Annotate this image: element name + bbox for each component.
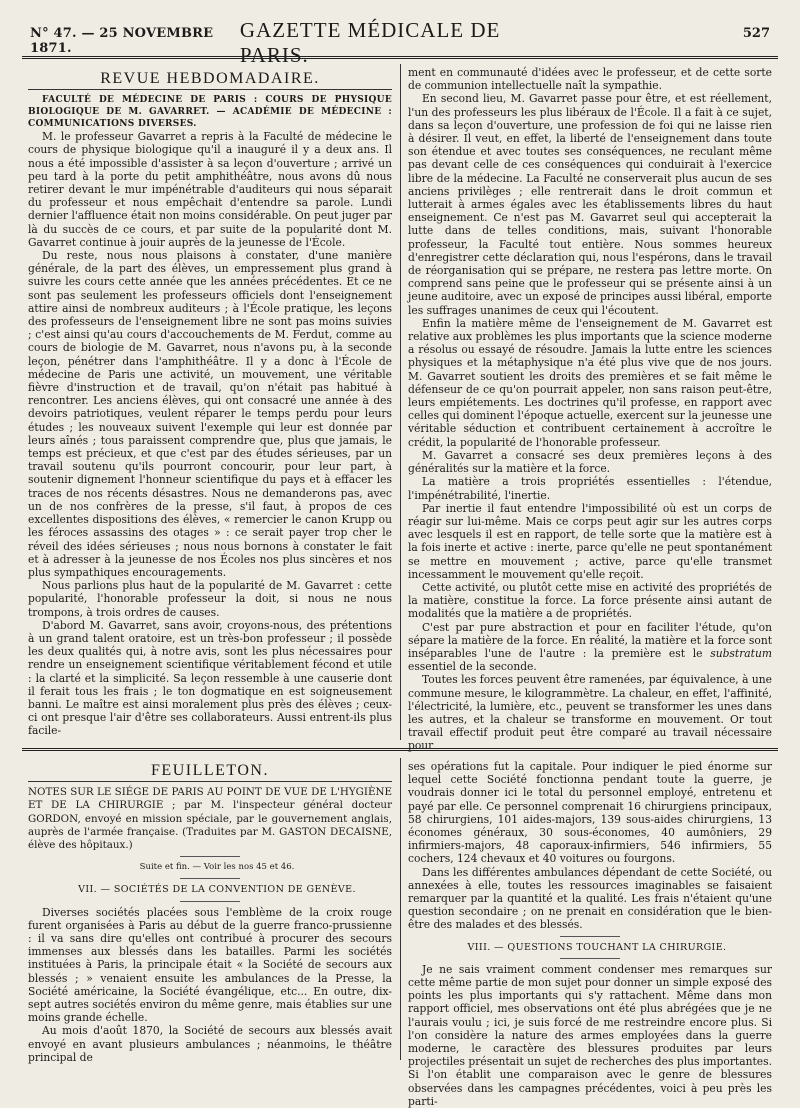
feuilleton-right-column bbox=[408, 760, 772, 1108]
latin-term: substratum bbox=[710, 646, 772, 660]
suite-note: Suite et fin. — Voir les nos 45 et 46. bbox=[139, 862, 295, 873]
column-divider bbox=[400, 758, 401, 1060]
revue-paragraph: Par inertie il faut entendre l'impossibilité où est un corps de réagir sur lui-même. Mais ce corps peut agir sur les autres corps avec lesquels il est en rapport, de telle sorte que la matière est à la fois inerte et active : inerte, parce qu'elle ne peut spontanément se mettre en mouvement ; active, parce qu'elle transmet incessamment le mouvement qu'elle reçoit. bbox=[408, 501, 772, 581]
feuilleton-notes: NOTES SUR LE SIÉGE DE PARIS AU POINT DE VUE DE L'HYGIÈNE ET DE LA CHIRURGIE ; par M. l'inspecteur général docteur GORDON, envoyé en mission spéciale, par le gouvernement anglais, auprès de l'armée française. (Traduites par M. GASTON DECAISNE, élève des hôpitaux.) bbox=[28, 786, 392, 852]
divider bbox=[180, 856, 240, 857]
issue-date: N° 47. — 25 NOVEMBRE 1871. bbox=[30, 26, 214, 56]
revue-subhead: FACULTÉ DE MÉDECINE DE PARIS : COURS DE PHYSIQUE BIOLOGIQUE DE M. GAVARRET. — ACADÉMIE DE MÉDECINE : COMMUNICATIONS DIVERSES. bbox=[28, 95, 392, 130]
revue-title: REVUE HEBDOMADAIRE. bbox=[28, 72, 392, 90]
divider bbox=[180, 878, 240, 879]
chapter-heading: VII. — SOCIÉTÉS DE LA CONVENTION DE GENÈVE. bbox=[78, 884, 356, 896]
revue-paragraph: Toutes les forces peuvent être ramenées, par équivalence, à une commune mesure, le kilogrammètre. La chaleur, en effet, l'affinité, l'électricité, la lumière, etc., peuvent se transformer les unes dans les autres, et la chaleur se transforme en mouvement. Or tout travail effectif produit peut être comparé au travail nécessaire pour bbox=[408, 673, 772, 753]
feuilleton-paragraph: ses opérations fut la capitale. Pour indiquer le pied énorme sur lequel cette Société fonctionna pendant toute la guerre, je voudrais donner ici le total du personnel employé, entretenu et payé par elle. Ce personnel comprenait 16 chirurgiens principaux, 58 chirurgiens, 101 aides-majors, 139 sous-aides chirurgiens, 13 économes généraux, 30 sous-économes, 40 aumôniers, 29 infirmiers-majors, 48 caporaux-infirmiers, 546 infirmiers, 55 cochers, 124 chevaux et 40 voitures ou fourgons. bbox=[408, 760, 772, 866]
feuilleton-paragraph: Dans les différentes ambulances dépendant de cette Société, ou annexées à elle, toutes les ressources imaginables se faisaient remarquer par la quantité et la qualité. Les frais n'étaient qu'une question secondaire ; on ne prenait en considération que le bien-être des malades et des blessés. bbox=[408, 865, 772, 932]
page-number: 527 bbox=[742, 26, 771, 41]
revue-left-column bbox=[28, 70, 392, 740]
revue-right-column bbox=[408, 66, 772, 753]
revue-paragraph: M. le professeur Gavarret a repris à la Faculté de médecine le cours de physique biologique qu'il a inauguré il y a deux ans. Il nous a été impossible d'assister à sa leçon d'ouverture ; arrivé un peu tard à la porte du petit amphithéâtre, nous avons dû nous retirer devant le mur impénétrable d'auditeurs qui nous séparait du professeur et nous empêchait d'entendre sa parole. Lundi dernier l'affluence était non moins considérable. On peut juger par là du succès de ce cours, et par suite de la popularité dont M. Gavarret continue à jouir auprès de la jeunesse de l'École. bbox=[28, 130, 392, 249]
revue-paragraph: Enfin la matière même de l'enseignement de M. Gavarret est relative aux problèmes les plus importants que la science moderne a résolus ou essayé de résoudre. Jamais la lutte entre les sciences physiques et la métaphysique n'a été plus vive que de nos jours. M. Gavarret soutient les droits des premières et se fait même le défenseur de ce qu'on pourrait appeler, non sans raison peut-être, leurs empiétements. Les doctrines qu'il professe, en rapport avec celles qui dominent l'époque actuelle, exercent sur la jeunesse une véritable séduction et contribuent certainement à accroître le crédit, la popularité de l'honorable professeur. bbox=[408, 316, 772, 449]
revue-paragraph: Du reste, nous nous plaisons à constater, d'une manière générale, de la part des élèves, un empressement plus grand à suivre les cours cette année que les années précédentes. Et ce ne sont pas seulement les professeurs officiels dont l'enseignement attire ainsi de nombreux auditeurs ; à l'École pratique, les leçons des professeurs de l'enseignement libre ne sont pas moins suivies ; c'est ainsi qu'au cours d'accouchements de M. Ferdut, comme au cours de biologie de M. Gavarret, nous n'avons pu, à la seconde leçon, pénétrer dans l'amphithéâtre. Il y a donc à l'École de médecine de Paris une activité, un mouvement, une véritable fièvre d'instruction et de travail, qu'on n'était pas habitué à rencontrer. Les anciens élèves, qui ont consacré une année à des devoirs patriotiques, veulent réparer le temps perdu pour leurs études ; les nouveaux suivent l'exemple qui leur est donnée par leurs aînés ; tous paraissent comprendre que, plus que jamais, le temps est précieux, et que c'est par des études sérieuses, par un travail soutenu qu'ils pourront concourir, pour leur part, à soutenir dignement l'honneur scientifique du pays et à effacer les traces de nos récents désastres. Nous ne demanderons pas, avec un de nos confrères de la presse, s'il faut, à propos de ces excellentes dispositions des élèves, « remercier le canon Krupp ou les féroces assassins des otages » : ce serait payer trop cher le réveil des idées sérieuses ; nous nous bornons à constater le fait et à adresser à la jeunesse de nos Écoles nos plus sincères et nos plus sympathiques encouragements. bbox=[28, 249, 392, 579]
revue-paragraph: Nous parlions plus haut de la popularité de M. Gavarret : cette popularité, l'honorable professeur la doit, si nous ne nous trompons, à trois ordres de causes. bbox=[28, 579, 392, 619]
divider bbox=[180, 901, 240, 902]
revue-paragraph: M. Gavarret a consacré ses deux premières leçons à des généralités sur la matière et la force. bbox=[408, 448, 772, 476]
divider bbox=[560, 958, 620, 959]
revue-paragraph: D'abord M. Gavarret, sans avoir, croyons-nous, des prétentions à un grand talent oratoire, est un très-bon professeur ; il possède les deux qualités qui, à notre avis, sont les plus nécessaires pour rendre un enseignement scientifique véritablement fécond et utile : la clarté et la simplicité. Sa leçon ressemble à une causerie dont il ferait tous les frais ; le ton dogmatique en est soigneusement banni. Le maître est ainsi moralement plus près des élèves ; ceux-ci ont presque l'air d'être ses collaborateurs. Aussi entrent-ils plus facile- bbox=[28, 618, 392, 738]
feuilleton-left-column bbox=[28, 762, 392, 1062]
revue-paragraph: C'est par pure abstraction et pour en faciliter l'étude, qu'on sépare la matière de la force. En réalité, la matière et la force sont inséparables l'une de l'autre : la première est le substratum essentiel de la seconde. bbox=[408, 620, 772, 674]
revue-paragraph: Cette activité, ou plutôt cette mise en activité des propriétés de la matière, constitue la force. La force présente ainsi autant de modalités que la matière a de propriétés. bbox=[408, 580, 772, 621]
feuilleton-paragraph: Je ne sais vraiment comment condenser mes remarques sur cette même partie de mon sujet pour donner un simple exposé des points les plus importants qui s'y rattachent. Même dans mon rapport officiel, mes observations ont été plus abrégées que je ne l'aurais voulu ; ici, je suis forcé de me restreindre encore plus. Si l'on considère la nature des armes employées dans la guerre moderne, le caractère des blessures produites par leurs projectiles présentait un sujet de recherches des plus importantes. Si l'on établit une comparaison avec le genre de blessures observées dans les campagnes précédentes, voici à peu près les parti- bbox=[408, 962, 772, 1108]
page-header bbox=[30, 18, 771, 67]
revue-paragraph: ment en communauté d'idées avec le professeur, et de cette sorte de communion intellectuelle naît la sympathie. bbox=[408, 66, 772, 93]
header-rule bbox=[22, 56, 778, 59]
feuilleton-paragraph: Diverses sociétés placées sous l'emblème de la croix rouge furent organisées à Paris au début de la guerre franco-prussienne : il va sans dire qu'elles ont contribué à procurer des secours immenses aux blessés dans les batailles. Parmi les sociétés instituées à Paris, la principale était « la Société de secours aux blessés ; » venaient ensuite les ambulances de la Presse, la Société américaine, la Société évangélique, etc... En outre, dix-sept autres sociétés environ du même genre, mais établies sur une moins grande échelle. bbox=[28, 905, 392, 1025]
divider bbox=[560, 936, 620, 937]
feuilleton-rule bbox=[22, 748, 778, 751]
revue-paragraph: En second lieu, M. Gavarret passe pour être, et est réellement, l'un des professeurs les plus libéraux de l'École. Il a fait à ce sujet, dans sa leçon d'ouverture, une profession de foi qui ne laisse rien à désirer. Il veut, en effet, la liberté de l'enseignement dans toute son étendue et avec toutes ses conséquences, ne reculant même pas devant celle de ces conséquences qui conduirait à l'exercice libre de la médecine. La Faculté ne conserverait plus aucun de ses anciens privilèges ; elle rentrerait dans le droit commun et lutterait à armes égales avec les établissements libres du haut enseignement. Ce n'est pas M. Gavarret seul qui accepterait la lutte dans de telles conditions, mais, suivant l'honorable professeur, la Faculté tout entière. Nous sommes heureux d'enregistrer cette déclaration qui, nous l'espérons, dans le travail de réorganisation qui se prépare, ne restera pas lettre morte. On comprend sans peine que le professeur qui se présente ainsi à un jeune auditoire, avec un exposé de principes aussi libéral, emporte les suffrages unanimes de ceux qui l'écoutent. bbox=[408, 92, 772, 317]
journal-title: GAZETTE MÉDICALE DE PARIS. bbox=[239, 18, 501, 67]
feuilleton-paragraph: Au mois d'août 1870, la Société de secours aux blessés avait envoyé en avant plusieurs ambulances ; néanmoins, le théâtre principal de bbox=[28, 1024, 392, 1064]
column-divider bbox=[400, 64, 401, 740]
chapter-heading: VIII. — QUESTIONS TOUCHANT LA CHIRURGIE. bbox=[467, 941, 727, 953]
revue-paragraph: La matière a trois propriétés essentielles : l'étendue, l'impénétrabilité, l'inertie. bbox=[408, 475, 772, 502]
feuilleton-title: FEUILLETON. bbox=[28, 764, 392, 782]
